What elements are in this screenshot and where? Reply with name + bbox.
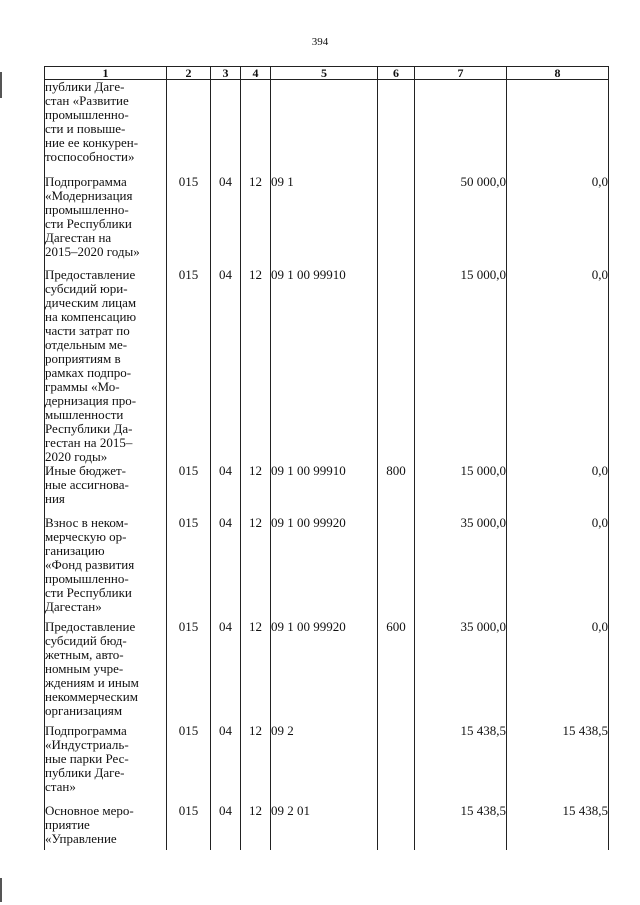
amount-col8: 0,0 [507,620,609,724]
col-header-6: 6 [378,67,415,80]
ministry-code: 015 [167,516,211,620]
subsection-code: 12 [241,175,271,268]
section-code: 04 [211,464,241,516]
target-article-code [271,80,378,175]
target-article-code: 09 1 [271,175,378,268]
col-header-3: 3 [211,67,241,80]
ministry-code: 015 [167,620,211,724]
amount-col7: 50 000,0 [415,175,507,268]
amount-col8: 0,0 [507,464,609,516]
ministry-code: 015 [167,724,211,804]
col-header-5: 5 [271,67,378,80]
ministry-code: 015 [167,175,211,268]
subsection-code: 12 [241,804,271,850]
target-article-code: 09 1 00 99920 [271,620,378,724]
amount-col7: 15 438,5 [415,724,507,804]
ministry-code: 015 [167,464,211,516]
row-name: Иные бюджет- ные ассигнова- ния [45,464,167,516]
col-header-7: 7 [415,67,507,80]
section-code: 04 [211,724,241,804]
section-code: 04 [211,268,241,464]
table-row [45,804,609,850]
section-code: 04 [211,620,241,724]
target-article-code: 09 1 00 99910 [271,464,378,516]
scan-edge-mark [0,878,2,902]
subsection-code [241,80,271,175]
expense-type-code [378,804,415,850]
table-row [45,724,609,804]
row-name: Основное меро- приятие «Управление [45,804,167,850]
expense-type-code: 800 [378,464,415,516]
expense-type-code [378,268,415,464]
section-code [211,80,241,175]
expense-type-code [378,80,415,175]
subsection-code: 12 [241,464,271,516]
amount-col7: 15 000,0 [415,464,507,516]
col-header-2: 2 [167,67,211,80]
amount-col8: 0,0 [507,175,609,268]
table-row [45,268,609,464]
ministry-code: 015 [167,268,211,464]
amount-col7: 35 000,0 [415,516,507,620]
row-name: Предоставление субсидий юри- дическим лицам на компенсацию части затрат по отдельным ме- роприятиям в рамках подпро- граммы «Мо- дернизация про- мышленности Республики Да- гестан на 2015– 2020 годы» [45,268,167,464]
amount-col7: 15 438,5 [415,804,507,850]
amount-col7: 35 000,0 [415,620,507,724]
subsection-code: 12 [241,620,271,724]
expense-type-code [378,516,415,620]
expense-type-code: 600 [378,620,415,724]
table-row [45,80,609,175]
row-name: Подпрограмма «Индустриаль- ные парки Рес- публики Даге- стан» [45,724,167,804]
section-code: 04 [211,175,241,268]
table-row [45,464,609,516]
row-name: публики Даге- стан «Развитие промышленно- сти и повыше- ние ее конкурен- тоспособности» [45,80,167,175]
amount-col8: 15 438,5 [507,724,609,804]
amount-col8: 15 438,5 [507,804,609,850]
subsection-code: 12 [241,516,271,620]
amount-col8: 0,0 [507,268,609,464]
table-row [45,175,609,268]
target-article-code: 09 1 00 99920 [271,516,378,620]
scan-edge-mark [0,72,2,98]
expense-type-code [378,724,415,804]
amount-col8: 0,0 [507,516,609,620]
section-code: 04 [211,516,241,620]
ministry-code [167,80,211,175]
subsection-code: 12 [241,268,271,464]
header-row [45,67,609,80]
amount-col7: 15 000,0 [415,268,507,464]
section-code: 04 [211,804,241,850]
page-number: 394 [311,36,329,48]
target-article-code: 09 2 01 [271,804,378,850]
target-article-code: 09 2 [271,724,378,804]
subsection-code: 12 [241,724,271,804]
col-header-4: 4 [241,67,271,80]
amount-col8 [507,80,609,175]
budget-table [44,66,609,850]
expense-type-code [378,175,415,268]
row-name: Взнос в неком- мерческую ор- ганизацию «Фонд развития промышленно- сти Республики Дагестан» [45,516,167,620]
ministry-code: 015 [167,804,211,850]
table-row [45,516,609,620]
amount-col7 [415,80,507,175]
row-name: Предоставление субсидий бюд- жетным, авто- номным учре- ждениям и иным некоммерческим организациям [45,620,167,724]
target-article-code: 09 1 00 99910 [271,268,378,464]
col-header-1: 1 [45,67,167,80]
row-name: Подпрограмма «Модернизация промышленно- сти Республики Дагестан на 2015–2020 годы» [45,175,167,268]
table-row [45,620,609,724]
col-header-8: 8 [507,67,609,80]
